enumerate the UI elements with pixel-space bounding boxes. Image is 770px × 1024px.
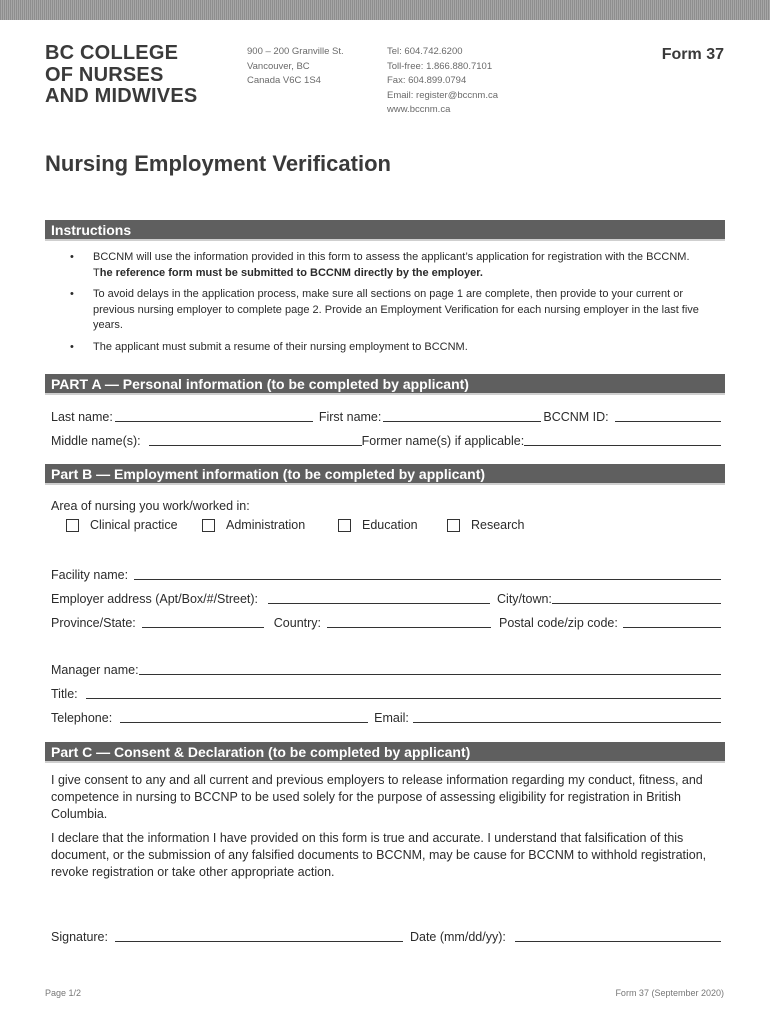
- part-a-heading: PART A — Personal information (to be completed by applicant): [45, 374, 725, 395]
- former-names-field[interactable]: [524, 431, 721, 446]
- middle-names-label: Middle name(s):: [51, 434, 141, 448]
- title-field[interactable]: [86, 684, 721, 699]
- former-names-label: Former name(s) if applicable:: [361, 434, 525, 448]
- education-label: Education: [362, 518, 418, 532]
- telephone-field[interactable]: [120, 708, 368, 723]
- education-checkbox[interactable]: [338, 518, 418, 532]
- consent-text: I give consent to any and all current and previous employers to release information regarding my conduct, fitness, and competence in nursing to BCCNP to be used solely for the purpose of assessing eligibility for registration in British Columbia.: [51, 773, 703, 821]
- contact-email[interactable]: Email: register@bccnm.ca: [387, 89, 499, 101]
- first-name-label: First name:: [318, 410, 382, 424]
- checkbox-box[interactable]: [447, 519, 460, 532]
- administration-label: Administration: [226, 518, 306, 532]
- contact-website[interactable]: www.bccnm.ca: [387, 104, 451, 115]
- checkbox-box[interactable]: [338, 519, 351, 532]
- province-field[interactable]: [142, 613, 264, 628]
- province-label: Province/State:: [51, 616, 136, 630]
- facility-name-field[interactable]: [134, 565, 721, 580]
- form-edition: Form 37 (September 2020): [615, 988, 724, 998]
- bccnm-id-field[interactable]: [615, 407, 721, 422]
- instruction-1-bold: he reference form must be submitted to BCCNM directly by the employer.: [99, 266, 483, 279]
- checkbox-box[interactable]: [202, 519, 215, 532]
- clinical-practice-checkbox[interactable]: [66, 518, 178, 532]
- declaration-text: I declare that the information I have provided on this form is true and accurate. I understand that falsification of this document, or the submission of any falsified documents to BCCNM, may be cause for BCCNM to withhold registration, revoke registration or take other appropriate action.: [51, 831, 707, 879]
- org-line-3: AND MIDWIVES: [45, 85, 198, 107]
- middle-names-field[interactable]: [149, 431, 362, 446]
- address-line-1: 900 – 200 Granville St.: [247, 46, 344, 57]
- form-number: Form 37: [661, 46, 724, 63]
- administration-checkbox[interactable]: [202, 518, 305, 532]
- bccnm-id-label: BCCNM ID:: [543, 410, 609, 424]
- city-field[interactable]: [552, 589, 721, 604]
- telephone-row: [51, 707, 721, 725]
- instruction-item: [45, 250, 725, 281]
- contact-info: [387, 45, 498, 118]
- postal-field[interactable]: [623, 613, 721, 628]
- research-label: Research: [471, 518, 525, 532]
- instruction-item: [45, 340, 725, 356]
- instruction-3-text: The applicant must submit a resume of their nursing employment to BCCNM.: [93, 340, 468, 353]
- manager-row: [51, 659, 721, 677]
- bullet-icon: •: [70, 251, 74, 263]
- mailing-address: [247, 45, 344, 89]
- city-label: City/town:: [497, 592, 552, 606]
- employer-address-label: Employer address (Apt/Box/#/Street):: [51, 592, 259, 606]
- facility-row: [51, 564, 721, 582]
- part-a-middle-row: [51, 430, 721, 448]
- part-a-names-row: [51, 406, 721, 424]
- email-field[interactable]: [413, 708, 721, 723]
- checkbox-box[interactable]: [66, 519, 79, 532]
- org-line-1: BC COLLEGE: [45, 42, 179, 64]
- contact-tollfree: Toll-free: 1.866.880.7101: [387, 60, 493, 72]
- instruction-1-text: BCCNM will use the information provided in this form to assess the applicant’s application for registration with the BCCNM.: [93, 251, 690, 263]
- area-prompt-row: [51, 495, 721, 513]
- bullet-icon: •: [70, 288, 74, 300]
- first-name-field[interactable]: [383, 407, 541, 422]
- employer-address-row: [51, 588, 721, 606]
- contact-fax: Fax: 604.899.0794: [387, 75, 467, 86]
- instruction-item: [45, 287, 725, 334]
- signature-label: Signature:: [51, 930, 108, 944]
- page-number: Page 1/2: [45, 988, 82, 998]
- area-prompt: Area of nursing you work/worked in:: [51, 499, 250, 513]
- address-line-2: Vancouver, BC: [247, 60, 310, 72]
- country-label: Country:: [273, 616, 322, 630]
- part-c-heading: Part C — Consent & Declaration (to be completed by applicant): [45, 742, 725, 763]
- instructions-list: [45, 250, 725, 361]
- org-line-2: OF NURSES: [45, 63, 164, 86]
- province-row: [51, 612, 721, 630]
- clinical-practice-label: Clinical practice: [90, 518, 178, 532]
- country-field[interactable]: [327, 613, 491, 628]
- telephone-label: Telephone:: [51, 711, 113, 725]
- postal-label: Postal code/zip code:: [499, 616, 618, 630]
- research-checkbox[interactable]: [447, 518, 525, 532]
- facility-name-label: Facility name:: [51, 568, 129, 582]
- instruction-2-text: To avoid delays in the application process, make sure all sections on page 1 are complete, then provide to your current or previous nursing employer to complete page 2. Provide an Employment Verification for each nursing employer in the last five years.: [93, 288, 699, 331]
- contact-tel: Tel: 604.742.6200: [387, 46, 463, 57]
- top-decorative-bar: [0, 0, 770, 20]
- manager-name-field[interactable]: [139, 660, 721, 675]
- signature-row: [51, 926, 721, 944]
- bullet-icon: •: [70, 340, 74, 353]
- title-row: [51, 683, 721, 701]
- organization-name: [45, 43, 197, 108]
- page-title: Nursing Employment Verification: [45, 151, 391, 176]
- part-b-heading: Part B — Employment information (to be completed by applicant): [45, 464, 725, 485]
- instructions-heading: Instructions: [45, 220, 725, 241]
- last-name-field[interactable]: [115, 407, 313, 422]
- manager-name-label: Manager name:: [51, 663, 139, 677]
- instruction-1-prefix: T: [93, 266, 100, 279]
- employer-address-field[interactable]: [268, 589, 490, 604]
- address-line-3: Canada V6C 1S4: [247, 75, 321, 86]
- date-field[interactable]: [515, 927, 721, 942]
- date-label: Date (mm/dd/yy):: [409, 930, 506, 944]
- last-name-label: Last name:: [51, 410, 113, 424]
- title-label: Title:: [51, 687, 78, 701]
- email-label: Email:: [374, 711, 409, 725]
- signature-field[interactable]: [115, 927, 403, 942]
